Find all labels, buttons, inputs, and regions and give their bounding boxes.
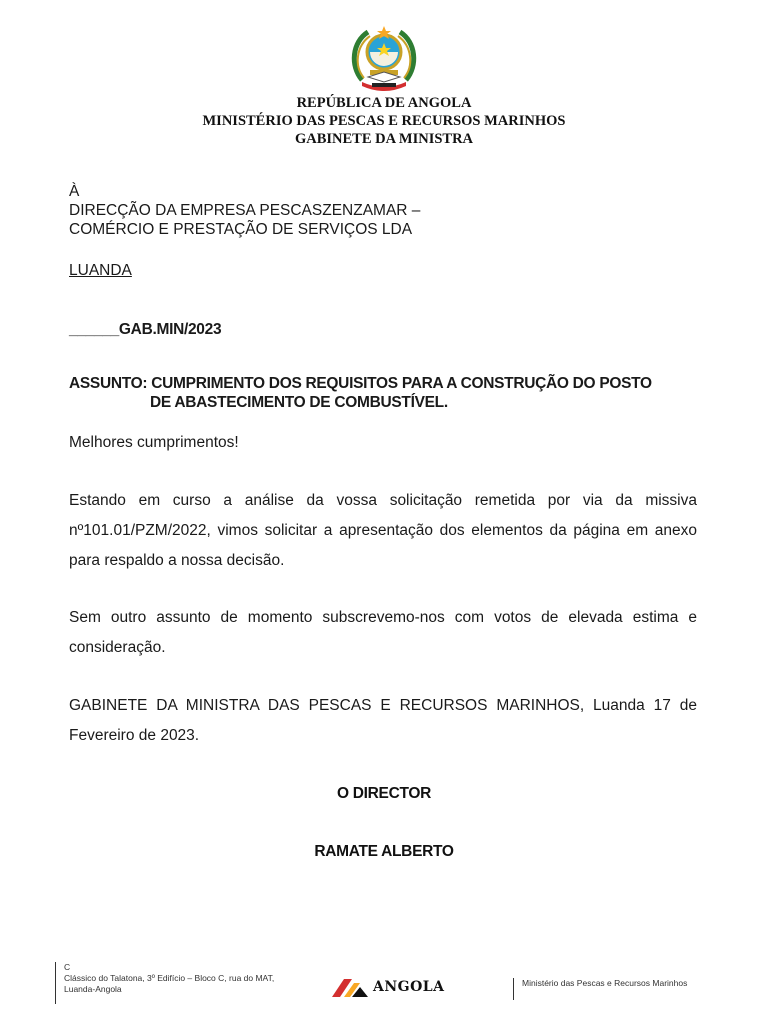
reference-number: ______GAB.MIN/2023 [69,321,222,338]
subject-line: ASSUNTO: CUMPRIMENTO DOS REQUISITOS PARA A CONSTRUÇÃO DO POSTO [69,375,652,392]
footer-address-line: Clássico do Talatona, 3º Edifício – Bloco C, rua do MAT, [64,973,275,983]
republic-title: REPÚBLICA DE ANGOLA [296,95,472,111]
angola-logo-icon [330,977,370,999]
body-paragraph: Sem outro assunto de momento subscrevemo-nos com votos de elevada estima e consideração. [69,609,697,656]
greeting: Melhores cumprimentos! [69,434,239,451]
footer-address [55,962,274,1004]
body-paragraph: Estando em curso a análise da vossa solicitação remetida por via da missiva nº101.01/PZM/2022, vimos solicitar a apresentação dos elementos da página em anexo para respaldo a nossa decisão. [69,492,697,569]
ministry-title: MINISTÉRIO DAS PESCAS E RECURSOS MARINHOS [202,113,566,129]
addressee-block [69,182,420,239]
signature-name: RAMATE ALBERTO [314,843,454,860]
footer-ministry: Ministério das Pescas e Recursos Marinhos [513,978,687,1000]
addressee-line: COMÉRCIO E PRESTAÇÃO DE SERVIÇOS LDA [69,221,413,238]
signature-title: O DIRECTOR [336,785,432,802]
body-paragraph: GABINETE DA MINISTRA DAS PESCAS E RECURSOS MARINHOS, Luanda 17 de Fevereiro de 2023. [69,697,697,744]
letterhead [0,94,768,148]
angola-coat-of-arms-icon [348,22,420,92]
footer-address-line: C [64,962,71,972]
footer-logo-word: ANGOLA [373,979,445,995]
office-title: GABINETE DA MINISTRA [294,131,474,147]
addressee-line: DIRECÇÃO DA EMPRESA PESCASZENZAMAR – [69,202,421,219]
addressee-city: LUANDA [69,262,132,279]
subject-line: DE ABASTECIMENTO DE COMBUSTÍVEL. [150,394,448,411]
footer-address-line: Luanda-Angola [64,984,122,994]
subject-block [69,374,652,412]
addressee-line: À [69,183,80,200]
